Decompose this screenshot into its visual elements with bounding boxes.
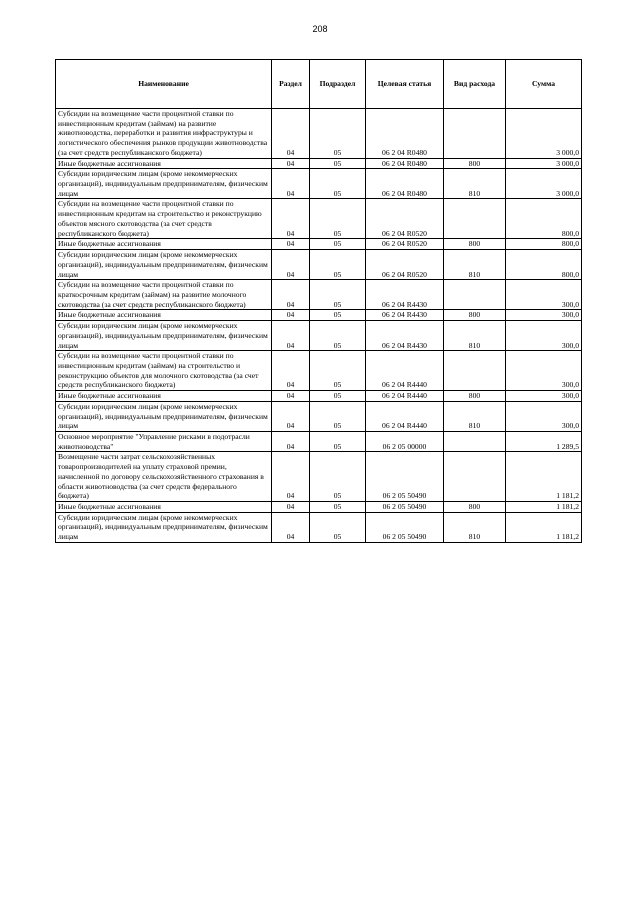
cell-sum: 3 000,0 <box>506 158 582 169</box>
cell-sum: 300,0 <box>506 351 582 391</box>
cell-target: 06 2 04 R4440 <box>366 391 444 402</box>
cell-target: 06 2 04 R0480 <box>366 158 444 169</box>
table-row <box>56 250 582 280</box>
cell-sum: 300,0 <box>506 280 582 310</box>
cell-expense: 810 <box>444 169 506 199</box>
cell-expense: 800 <box>444 310 506 321</box>
cell-subsection: 05 <box>310 109 366 159</box>
cell-expense <box>444 280 506 310</box>
table-row <box>56 401 582 431</box>
cell-sum: 300,0 <box>506 310 582 321</box>
cell-section: 04 <box>272 321 310 351</box>
cell-section: 04 <box>272 512 310 542</box>
cell-target: 06 2 04 R4430 <box>366 280 444 310</box>
cell-section: 04 <box>272 310 310 321</box>
cell-sum: 800,0 <box>506 199 582 239</box>
cell-name: Субсидии на возмещение части процентной ставки по инвестиционным кредитам на строительство и реконструкцию объектов мясного скотоводства (за счет средств республиканского бюджета) <box>56 199 272 239</box>
table-row <box>56 199 582 239</box>
header-target: Целевая статья <box>366 60 444 109</box>
cell-subsection: 05 <box>310 158 366 169</box>
table-row <box>56 512 582 542</box>
cell-sum: 3 000,0 <box>506 169 582 199</box>
cell-target: 06 2 04 R4430 <box>366 321 444 351</box>
cell-expense <box>444 199 506 239</box>
cell-subsection: 05 <box>310 432 366 452</box>
table-row <box>56 239 582 250</box>
cell-expense: 810 <box>444 250 506 280</box>
table-row <box>56 158 582 169</box>
cell-subsection: 05 <box>310 401 366 431</box>
header-sum: Сумма <box>506 60 582 109</box>
table-row <box>56 391 582 402</box>
table-row <box>56 280 582 310</box>
cell-subsection: 05 <box>310 239 366 250</box>
header-name: Наименование <box>56 60 272 109</box>
cell-target: 06 2 05 00000 <box>366 432 444 452</box>
cell-subsection: 05 <box>310 351 366 391</box>
header-section: Раздел <box>272 60 310 109</box>
page-number: 208 <box>312 24 328 34</box>
table-row <box>56 169 582 199</box>
cell-section: 04 <box>272 432 310 452</box>
cell-expense: 800 <box>444 158 506 169</box>
cell-subsection: 05 <box>310 250 366 280</box>
cell-section: 04 <box>272 452 310 502</box>
cell-subsection: 05 <box>310 502 366 513</box>
cell-expense: 800 <box>444 239 506 250</box>
cell-name: Субсидии на возмещение части процентной ставки по инвестиционным кредитам (займам) на строительство и реконструкцию объектов для молочного скотоводства (за счет средств республиканского бюджета) <box>56 351 272 391</box>
cell-subsection: 05 <box>310 512 366 542</box>
table-row <box>56 351 582 391</box>
cell-target: 06 2 04 R0480 <box>366 109 444 159</box>
table-row <box>56 502 582 513</box>
cell-sum: 800,0 <box>506 250 582 280</box>
cell-target: 06 2 05 50490 <box>366 452 444 502</box>
table-row <box>56 432 582 452</box>
cell-section: 04 <box>272 199 310 239</box>
cell-section: 04 <box>272 239 310 250</box>
cell-subsection: 05 <box>310 199 366 239</box>
cell-expense <box>444 109 506 159</box>
table-row <box>56 310 582 321</box>
cell-target: 06 2 05 50490 <box>366 512 444 542</box>
cell-name: Иные бюджетные ассигнования <box>56 310 272 321</box>
cell-name: Возмещение части затрат сельскохозяйственных товаропроизводителей на уплату страховой премии, начисленной по договору сельскохозяйственного страхования в области животноводства (за счет средств федерального бюджета) <box>56 452 272 502</box>
cell-section: 04 <box>272 391 310 402</box>
cell-expense: 810 <box>444 512 506 542</box>
cell-expense: 800 <box>444 391 506 402</box>
cell-name: Субсидии юридическим лицам (кроме некоммерческих организаций), индивидуальным предпринимателям, физическим лицам <box>56 512 272 542</box>
cell-sum: 1 181,2 <box>506 512 582 542</box>
cell-expense: 810 <box>444 321 506 351</box>
budget-table <box>55 59 582 543</box>
header-expense: Вид расхода <box>444 60 506 109</box>
table-header-row <box>56 60 582 109</box>
cell-target: 06 2 04 R4430 <box>366 310 444 321</box>
cell-name: Субсидии юридическим лицам (кроме некоммерческих организаций), индивидуальным предпринимателям, физическим лицам <box>56 321 272 351</box>
cell-name: Иные бюджетные ассигнования <box>56 502 272 513</box>
cell-name: Субсидии юридическим лицам (кроме некоммерческих организаций), индивидуальным предпринимателям, физическим лицам <box>56 250 272 280</box>
cell-sum: 300,0 <box>506 401 582 431</box>
cell-target: 06 2 05 50490 <box>366 502 444 513</box>
cell-name: Субсидии юридическим лицам (кроме некоммерческих организаций), индивидуальным предпринимателям, физическим лицам <box>56 401 272 431</box>
cell-section: 04 <box>272 250 310 280</box>
cell-name: Основное мероприятие "Управление рисками в подотрасли животноводства" <box>56 432 272 452</box>
cell-section: 04 <box>272 351 310 391</box>
cell-target: 06 2 04 R4440 <box>366 351 444 391</box>
cell-sum: 3 000,0 <box>506 109 582 159</box>
cell-name: Иные бюджетные ассигнования <box>56 158 272 169</box>
cell-sum: 1 181,2 <box>506 452 582 502</box>
cell-section: 04 <box>272 401 310 431</box>
cell-expense <box>444 351 506 391</box>
cell-subsection: 05 <box>310 169 366 199</box>
cell-section: 04 <box>272 169 310 199</box>
cell-sum: 1 289,5 <box>506 432 582 452</box>
cell-target: 06 2 04 R4440 <box>366 401 444 431</box>
cell-target: 06 2 04 R0520 <box>366 250 444 280</box>
table-row <box>56 109 582 159</box>
cell-expense <box>444 432 506 452</box>
cell-expense: 810 <box>444 401 506 431</box>
cell-subsection: 05 <box>310 391 366 402</box>
cell-subsection: 05 <box>310 452 366 502</box>
cell-name: Субсидии юридическим лицам (кроме некоммерческих организаций), индивидуальным предпринимателям, физическим лицам <box>56 169 272 199</box>
cell-section: 04 <box>272 158 310 169</box>
cell-subsection: 05 <box>310 321 366 351</box>
cell-sum: 300,0 <box>506 391 582 402</box>
cell-subsection: 05 <box>310 280 366 310</box>
cell-sum: 1 181,2 <box>506 502 582 513</box>
cell-name: Субсидии на возмещение части процентной ставки по инвестиционным кредитам (займам) на развитие животноводства, переработки и развития инфраструктуры и логистического обеспечения рынков продукции животноводства (за счет средств республиканского бюджета) <box>56 109 272 159</box>
header-subsection: Подраздел <box>310 60 366 109</box>
cell-target: 06 2 04 R0480 <box>366 169 444 199</box>
cell-section: 04 <box>272 109 310 159</box>
cell-target: 06 2 04 R0520 <box>366 239 444 250</box>
cell-section: 04 <box>272 280 310 310</box>
table-row <box>56 452 582 502</box>
cell-target: 06 2 04 R0520 <box>366 199 444 239</box>
cell-sum: 800,0 <box>506 239 582 250</box>
cell-name: Субсидии на возмещение части процентной ставки по краткосрочным кредитам (займам) на развитие молочного скотоводства (за счет средств республиканского бюджета) <box>56 280 272 310</box>
cell-section: 04 <box>272 502 310 513</box>
cell-expense: 800 <box>444 502 506 513</box>
cell-expense <box>444 452 506 502</box>
table-row <box>56 321 582 351</box>
cell-subsection: 05 <box>310 310 366 321</box>
cell-sum: 300,0 <box>506 321 582 351</box>
cell-name: Иные бюджетные ассигнования <box>56 391 272 402</box>
cell-name: Иные бюджетные ассигнования <box>56 239 272 250</box>
